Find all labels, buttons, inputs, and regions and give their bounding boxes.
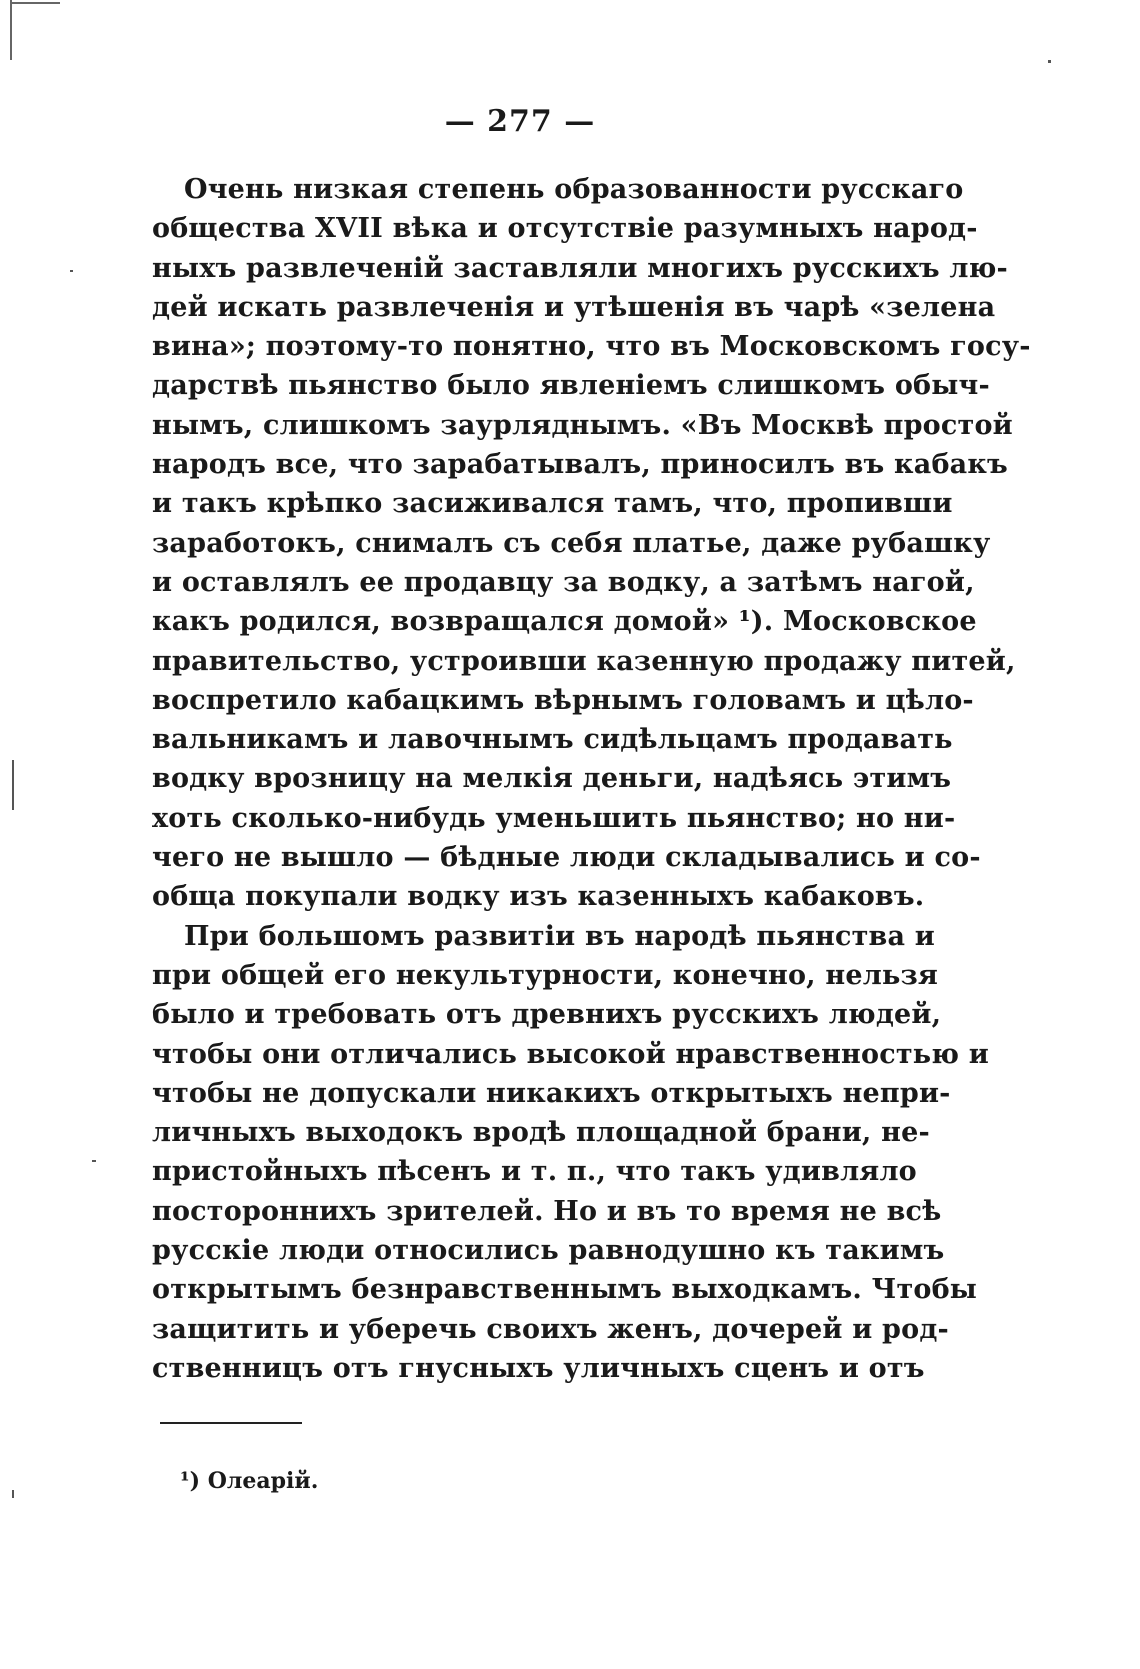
text-line: личныхъ выходокъ вродѣ площадной брани, не- <box>152 1117 930 1149</box>
text-line: открытымъ безнравственнымъ выходкамъ. Чтобы <box>152 1274 978 1306</box>
paragraph-2 <box>152 917 990 1389</box>
text-line: правительство, устроивши казенную продажу питей, <box>152 645 1016 677</box>
scan-speck <box>12 760 14 810</box>
text-line: дей искать развлеченія и утѣшенія въ чарѣ «зелена <box>152 291 996 323</box>
text-line: чего не вышло — бѣдные люди складывались и со- <box>152 842 981 874</box>
body-text <box>152 170 1031 1388</box>
text-line: заработокъ, снималъ съ себя платье, даже рубашку <box>152 527 991 559</box>
text-line: пристойныхъ пѣсенъ и т. п., что такъ удивляло <box>152 1156 917 1188</box>
text-line: народъ все, что зарабатывалъ, приносилъ въ кабакъ <box>152 449 1008 481</box>
paragraph-1 <box>152 170 1031 917</box>
text-line: нымъ, слишкомъ заурляднымъ. «Въ Москвѣ простой <box>152 409 1013 441</box>
scan-speck <box>1048 60 1051 63</box>
text-line: и такъ крѣпко засиживался тамъ, что, пропивши <box>152 488 953 520</box>
footnote-divider <box>160 1422 302 1424</box>
text-line: ственницъ отъ гнусныхъ уличныхъ сценъ и отъ <box>152 1352 925 1384</box>
text-line: водку врозницу на мелкія деньги, надѣясь этимъ <box>152 763 952 795</box>
scan-speck <box>92 1160 96 1162</box>
text-line: чтобы не допускали никакихъ открытыхъ непри- <box>152 1077 951 1109</box>
text-line: вальникамъ и лавочнымъ сидѣльцамъ продавать <box>152 724 953 756</box>
scan-edge-top <box>10 2 60 4</box>
text-line: чтобы они отличались высокой нравственностью и <box>152 1038 990 1070</box>
text-line: Очень низкая степень образованности русскаго <box>184 174 964 205</box>
footnote: ¹) Олеарій. <box>180 1468 319 1494</box>
page-number: — 277 — <box>444 104 596 139</box>
text-line: хоть сколько-нибудь уменьшить пьянство; но ни- <box>152 802 956 834</box>
scan-speck <box>12 1490 14 1498</box>
text-line: вина»; поэтому-то понятно, что въ Московскомъ госу- <box>152 331 1031 363</box>
text-line: и оставлялъ ее продавцу за водку, а затѣмъ нагой, <box>152 566 975 598</box>
text-line: русскіе люди относились равнодушно къ такимъ <box>152 1235 945 1267</box>
text-line: при общей его некультурности, конечно, нельзя <box>152 959 939 991</box>
text-line: общества XVII вѣка и отсутствіе разумныхъ народ- <box>152 213 978 245</box>
scan-edge-left <box>10 0 12 60</box>
text-line: обща покупали водку изъ казенныхъ кабаковъ. <box>152 881 925 913</box>
text-line: воспретило кабацкимъ вѣрнымъ головамъ и цѣло- <box>152 684 974 716</box>
text-line: постороннихъ зрителей. Но и въ то время не всѣ <box>152 1195 942 1227</box>
text-line: защитить и уберечь своихъ женъ, дочерей и род- <box>152 1313 949 1345</box>
text-line: дарствѣ пьянство было явленіемъ слишкомъ обыч- <box>152 370 990 402</box>
text-line: При большомъ развитіи въ народѣ пьянства и <box>184 920 936 952</box>
text-line: какъ родился, возвращался домой» ¹). Московское <box>152 606 977 638</box>
text-line: было и требовать отъ древнихъ русскихъ людей, <box>152 999 942 1031</box>
text-line: ныхъ развлеченій заставляли многихъ русскихъ лю- <box>152 252 1008 284</box>
scan-speck <box>70 270 73 272</box>
